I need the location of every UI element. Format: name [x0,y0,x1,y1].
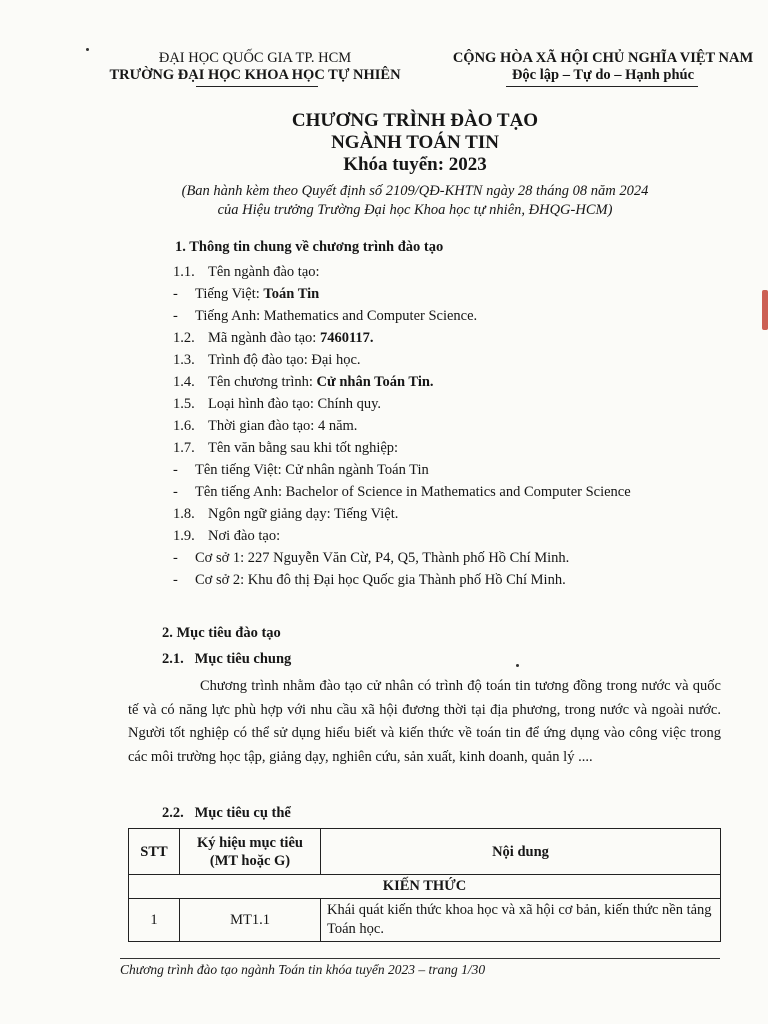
header-content: Nội dung [321,829,721,875]
item-label: Tên tiếng Việt: Cử nhân ngành Toán Tin [195,462,429,478]
item-prefix: - [173,462,178,478]
list-item [173,459,733,481]
table-row [129,899,721,942]
scan-speck [516,664,519,667]
item-label: Thời gian đào tạo: 4 năm. [208,418,358,434]
scan-stain [762,290,768,330]
section-2-heading: 2. Mục tiêu đào tạo [162,625,281,641]
list-item [173,569,733,591]
section-2-1-heading: 2.1. Mục tiêu chung [162,651,292,667]
item-label: Tên văn bằng sau khi tốt nghiệp: [208,440,399,456]
header-stt: STT [129,829,180,875]
issuance-note-1: (Ban hành kèm theo Quyết định số 2109/QĐ-KHTN ngày 28 tháng 08 năm 2024 [181,183,649,199]
item-label: Tiếng Việt: [195,286,264,302]
scan-speck [86,48,89,51]
item-prefix: 1.8. [173,506,195,522]
item-label: Trình độ đào tạo: Đại học. [208,352,361,368]
list-item [173,437,733,459]
item-prefix: 1.5. [173,396,195,412]
country-line: CỘNG HÒA XÃ HỘI CHỦ NGHĨA VIỆT NAM [452,50,754,66]
list-item [173,525,733,547]
item-prefix: 1.4. [173,374,195,390]
item-label: Cơ sở 2: Khu đô thị Đại học Quốc gia Thành phố Hồ Chí Minh. [195,572,566,588]
motto-line: Độc lập – Tự do – Hạnh phúc [511,67,695,83]
item-prefix: - [173,286,178,302]
list-item [173,305,733,327]
item-label: Cơ sở 1: 227 Nguyễn Văn Cừ, P4, Q5, Thành phố Hồ Chí Minh. [195,550,570,566]
item-label: Loại hình đào tạo: Chính quy. [208,396,382,412]
item-prefix: 1.6. [173,418,195,434]
motto-underline [506,86,698,87]
list-item [173,415,733,437]
item-prefix: 1.7. [173,440,195,456]
cell-content: Khái quát kiến thức khoa học và xã hội cơ bản, kiến thức nền tảng Toán học. [321,899,721,942]
cell-code: MT1.1 [180,899,321,942]
item-prefix: 1.1. [173,264,195,280]
item-value: Toán Tin [263,286,320,302]
list-item [173,371,733,393]
section-2-2-heading: 2.2. Mục tiêu cụ thể [162,805,291,821]
item-prefix: - [173,484,178,500]
issuance-note [100,182,730,220]
title-line-2: NGÀNH TOÁN TIN [331,132,499,153]
item-prefix: - [173,550,178,566]
item-value: 7460117. [319,330,374,346]
item-prefix: 1.9. [173,528,195,544]
item-label: Ngôn ngữ giảng dạy: Tiếng Việt. [208,506,399,522]
item-prefix: - [173,572,178,588]
university-name [100,50,410,84]
list-item [173,283,733,305]
list-item [173,261,733,283]
document-title [130,110,700,176]
footer-rule [120,958,720,959]
section-2-1-paragraph: Chương trình nhằm đào tạo cử nhân có trình độ toán tin tương đồng trong nước và quốc tế và có năng lực phù hợp với nhu cầu xã hội đương thời tại địa phương, trong nước và ngoài nước. Người tốt nghiệp có thể sử dụng hiểu biết và kiến thức về toán tin để ứng dụng vào công việc trong các môi trường học tập, giảng dạy, nghiên cứu, sản xuất, kinh doanh, quản lý .... [128,678,721,765]
university-line: ĐẠI HỌC QUỐC GIA TP. HCM [158,50,352,66]
item-label: Tiếng Anh: Mathematics and Computer Science. [195,308,478,324]
goals-table [128,828,721,942]
issuance-note-2: của Hiệu trưởng Trường Đại học Khoa học tự nhiên, ĐHQG-HCM) [217,202,613,218]
item-label: Mã ngành đào tạo: [208,330,320,346]
item-label: Tên chương trình: [208,374,317,390]
faculty-line: TRƯỜNG ĐẠI HỌC KHOA HỌC TỰ NHIÊN [109,67,401,83]
title-line-3: Khóa tuyển: 2023 [343,154,487,175]
item-label: Nơi đào tạo: [208,528,281,544]
cell-stt: 1 [129,899,180,942]
page-footer: Chương trình đào tạo ngành Toán tin khóa tuyển 2023 – trang 1/30 [120,962,486,977]
item-prefix: 1.2. [173,330,195,346]
item-prefix: 1.3. [173,352,195,368]
faculty-underline [196,86,318,87]
list-item [173,393,733,415]
item-label: Tên tiếng Anh: Bachelor of Science in Mathematics and Computer Science [195,484,631,500]
section-1-list [173,261,733,591]
item-prefix: - [173,308,178,324]
title-line-1: CHƯƠNG TRÌNH ĐÀO TẠO [291,110,539,131]
header-code: Ký hiệu mục tiêu (MT hoặc G) [180,829,321,875]
national-motto [438,50,768,84]
list-item [173,327,733,349]
list-item [173,547,733,569]
list-item [173,349,733,371]
list-item [173,481,733,503]
list-item [173,503,733,525]
group-label: KIẾN THỨC [129,875,721,899]
item-label: Tên ngành đào tạo: [208,264,320,280]
item-value: Cử nhân Toán Tin. [316,374,434,390]
section-1-heading: 1. Thông tin chung về chương trình đào tạo [175,239,444,255]
